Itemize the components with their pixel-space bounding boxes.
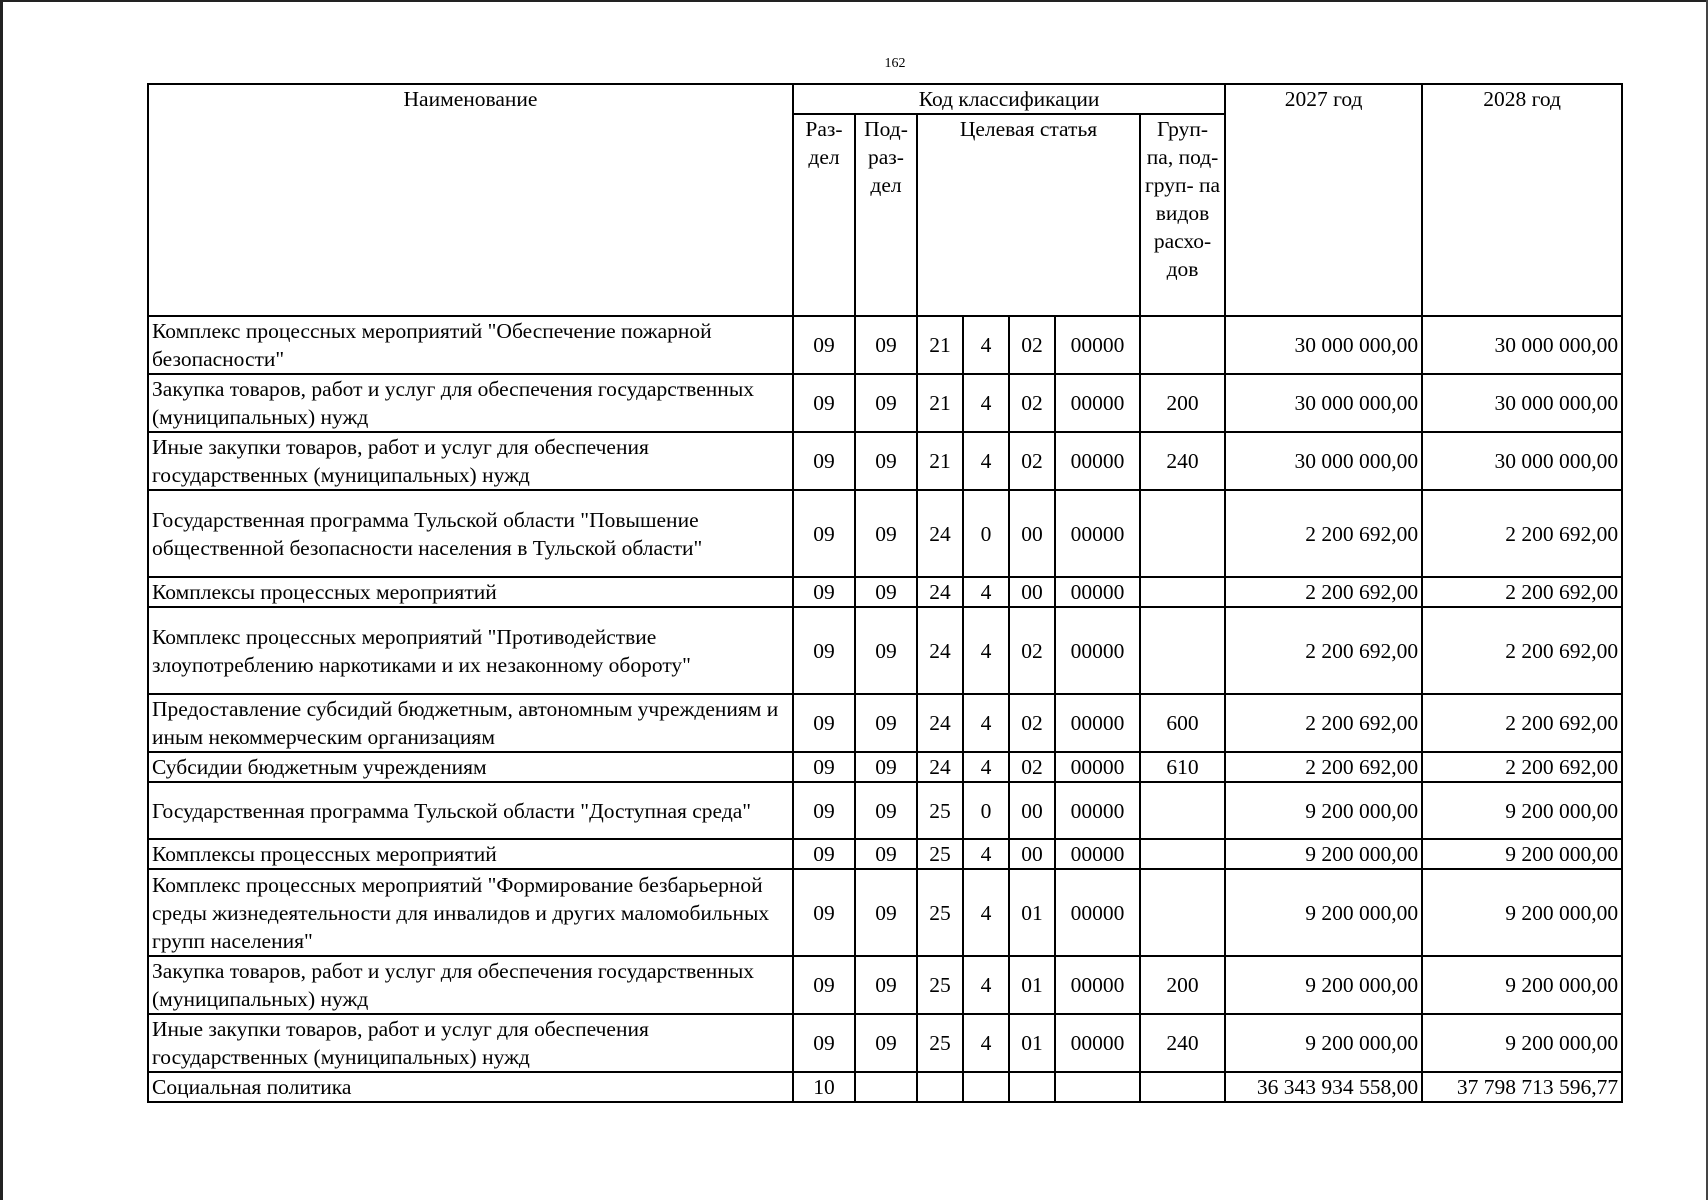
row-razdel: 09 bbox=[793, 1014, 855, 1072]
row-target-program: 24 bbox=[917, 752, 963, 782]
row-amount-2028: 30 000 000,00 bbox=[1422, 316, 1622, 374]
row-expense-type bbox=[1140, 490, 1225, 577]
row-podrazdel: 09 bbox=[855, 956, 917, 1014]
row-target-type: 4 bbox=[963, 1014, 1009, 1072]
row-target-complex: 02 bbox=[1009, 316, 1055, 374]
row-target-complex: 02 bbox=[1009, 432, 1055, 490]
row-amount-2028: 2 200 692,00 bbox=[1422, 490, 1622, 577]
row-podrazdel: 09 bbox=[855, 694, 917, 752]
row-expense-type bbox=[1140, 782, 1225, 839]
table-body bbox=[148, 316, 1622, 1102]
row-target-type: 0 bbox=[963, 490, 1009, 577]
row-podrazdel: 09 bbox=[855, 432, 917, 490]
row-amount-2027: 9 200 000,00 bbox=[1225, 782, 1422, 839]
table-row bbox=[148, 432, 1622, 490]
row-target-complex: 02 bbox=[1009, 752, 1055, 782]
row-razdel: 09 bbox=[793, 607, 855, 694]
row-amount-2027: 2 200 692,00 bbox=[1225, 694, 1422, 752]
row-razdel: 09 bbox=[793, 869, 855, 956]
row-expense-type bbox=[1140, 839, 1225, 869]
row-expense-type bbox=[1140, 869, 1225, 956]
row-podrazdel: 09 bbox=[855, 316, 917, 374]
header-expense-group: Груп- па, под- груп- па видов расхо- дов bbox=[1140, 114, 1225, 316]
row-target-complex: 02 bbox=[1009, 694, 1055, 752]
row-target-program: 25 bbox=[917, 869, 963, 956]
row-expense-type: 240 bbox=[1140, 432, 1225, 490]
page-number: 162 bbox=[884, 56, 906, 71]
row-name: Государственная программа Тульской области "Повышение общественной безопасности населения в Тульской области" bbox=[148, 490, 793, 577]
row-target-program: 21 bbox=[917, 432, 963, 490]
row-expense-type bbox=[1140, 607, 1225, 694]
row-target-program: 25 bbox=[917, 1014, 963, 1072]
row-amount-2028: 9 200 000,00 bbox=[1422, 839, 1622, 869]
header-year-2028: 2028 год bbox=[1422, 84, 1622, 316]
row-target-type: 0 bbox=[963, 782, 1009, 839]
row-razdel: 09 bbox=[793, 752, 855, 782]
row-name: Иные закупки товаров, работ и услуг для обеспечения государственных (муниципальных) нужд bbox=[148, 1014, 793, 1072]
row-name: Иные закупки товаров, работ и услуг для обеспечения государственных (муниципальных) нужд bbox=[148, 432, 793, 490]
row-expense-type bbox=[1140, 1072, 1225, 1102]
row-name: Предоставление субсидий бюджетным, автономным учреждениям и иным некоммерческим организациям bbox=[148, 694, 793, 752]
row-podrazdel: 09 bbox=[855, 1014, 917, 1072]
row-podrazdel: 09 bbox=[855, 607, 917, 694]
row-expense-type: 200 bbox=[1140, 374, 1225, 432]
row-name: Государственная программа Тульской области "Доступная среда" bbox=[148, 782, 793, 839]
row-target-direction: 00000 bbox=[1055, 432, 1140, 490]
row-amount-2027: 2 200 692,00 bbox=[1225, 577, 1422, 607]
row-target-type: 4 bbox=[963, 432, 1009, 490]
row-amount-2028: 30 000 000,00 bbox=[1422, 432, 1622, 490]
table-row bbox=[148, 956, 1622, 1014]
table-row bbox=[148, 752, 1622, 782]
row-target-type: 4 bbox=[963, 316, 1009, 374]
row-razdel: 09 bbox=[793, 316, 855, 374]
table-row bbox=[148, 1014, 1622, 1072]
row-target-direction: 00000 bbox=[1055, 839, 1140, 869]
row-razdel: 09 bbox=[793, 956, 855, 1014]
row-podrazdel: 09 bbox=[855, 782, 917, 839]
row-amount-2027: 30 000 000,00 bbox=[1225, 316, 1422, 374]
row-target-direction: 00000 bbox=[1055, 316, 1140, 374]
row-target-direction bbox=[1055, 1072, 1140, 1102]
row-amount-2028: 37 798 713 596,77 bbox=[1422, 1072, 1622, 1102]
header-razdel: Раз- дел bbox=[793, 114, 855, 316]
row-target-complex: 00 bbox=[1009, 839, 1055, 869]
row-target-program bbox=[917, 1072, 963, 1102]
row-target-type: 4 bbox=[963, 869, 1009, 956]
row-name: Комплекс процессных мероприятий "Противодействие злоупотреблению наркотиками и их незаконному обороту" bbox=[148, 607, 793, 694]
row-expense-type: 600 bbox=[1140, 694, 1225, 752]
row-razdel: 09 bbox=[793, 577, 855, 607]
row-name: Закупка товаров, работ и услуг для обеспечения государственных (муниципальных) нужд bbox=[148, 374, 793, 432]
row-target-program: 24 bbox=[917, 607, 963, 694]
row-target-type: 4 bbox=[963, 577, 1009, 607]
row-razdel: 09 bbox=[793, 374, 855, 432]
row-razdel: 09 bbox=[793, 839, 855, 869]
table-row bbox=[148, 316, 1622, 374]
row-target-type: 4 bbox=[963, 839, 1009, 869]
row-name: Субсидии бюджетным учреждениям bbox=[148, 752, 793, 782]
table-header bbox=[148, 84, 1622, 316]
row-target-direction: 00000 bbox=[1055, 577, 1140, 607]
row-name: Комплексы процессных мероприятий bbox=[148, 839, 793, 869]
row-amount-2028: 9 200 000,00 bbox=[1422, 956, 1622, 1014]
row-target-complex bbox=[1009, 1072, 1055, 1102]
row-target-direction: 00000 bbox=[1055, 694, 1140, 752]
row-target-type bbox=[963, 1072, 1009, 1102]
row-target-direction: 00000 bbox=[1055, 956, 1140, 1014]
row-target-program: 24 bbox=[917, 577, 963, 607]
budget-table bbox=[147, 83, 1623, 1103]
row-target-complex: 01 bbox=[1009, 869, 1055, 956]
row-target-direction: 00000 bbox=[1055, 782, 1140, 839]
row-razdel: 09 bbox=[793, 694, 855, 752]
row-target-direction: 00000 bbox=[1055, 869, 1140, 956]
row-target-complex: 00 bbox=[1009, 490, 1055, 577]
row-target-complex: 01 bbox=[1009, 1014, 1055, 1072]
row-amount-2028: 30 000 000,00 bbox=[1422, 374, 1622, 432]
row-target-program: 24 bbox=[917, 694, 963, 752]
header-podrazdel: Под- раз- дел bbox=[855, 114, 917, 316]
row-razdel: 09 bbox=[793, 432, 855, 490]
row-amount-2027: 9 200 000,00 bbox=[1225, 869, 1422, 956]
row-amount-2027: 30 000 000,00 bbox=[1225, 432, 1422, 490]
header-target-article: Целевая статья bbox=[917, 114, 1140, 316]
header-name: Наименование bbox=[148, 84, 793, 316]
row-amount-2028: 2 200 692,00 bbox=[1422, 607, 1622, 694]
table-row bbox=[148, 839, 1622, 869]
row-podrazdel: 09 bbox=[855, 374, 917, 432]
row-target-program: 21 bbox=[917, 316, 963, 374]
row-expense-type bbox=[1140, 577, 1225, 607]
row-target-complex: 00 bbox=[1009, 577, 1055, 607]
row-amount-2027: 9 200 000,00 bbox=[1225, 956, 1422, 1014]
row-target-direction: 00000 bbox=[1055, 490, 1140, 577]
row-target-direction: 00000 bbox=[1055, 607, 1140, 694]
row-name: Социальная политика bbox=[148, 1072, 793, 1102]
row-target-type: 4 bbox=[963, 694, 1009, 752]
row-name: Комплексы процессных мероприятий bbox=[148, 577, 793, 607]
table-row bbox=[148, 1072, 1622, 1102]
row-target-program: 25 bbox=[917, 782, 963, 839]
row-expense-type: 200 bbox=[1140, 956, 1225, 1014]
row-target-complex: 00 bbox=[1009, 782, 1055, 839]
row-amount-2027: 30 000 000,00 bbox=[1225, 374, 1422, 432]
row-amount-2028: 9 200 000,00 bbox=[1422, 869, 1622, 956]
row-podrazdel: 09 bbox=[855, 490, 917, 577]
row-target-type: 4 bbox=[963, 752, 1009, 782]
page-frame-left bbox=[0, 0, 3, 1200]
row-target-complex: 02 bbox=[1009, 607, 1055, 694]
table-row bbox=[148, 869, 1622, 956]
row-expense-type: 240 bbox=[1140, 1014, 1225, 1072]
row-target-complex: 02 bbox=[1009, 374, 1055, 432]
row-razdel: 10 bbox=[793, 1072, 855, 1102]
row-target-direction: 00000 bbox=[1055, 752, 1140, 782]
row-target-direction: 00000 bbox=[1055, 374, 1140, 432]
row-target-complex: 01 bbox=[1009, 956, 1055, 1014]
row-target-program: 24 bbox=[917, 490, 963, 577]
header-year-2027: 2027 год bbox=[1225, 84, 1422, 316]
row-target-program: 25 bbox=[917, 956, 963, 1014]
row-podrazdel: 09 bbox=[855, 869, 917, 956]
table-row bbox=[148, 694, 1622, 752]
page-frame-top bbox=[0, 0, 1708, 2]
row-podrazdel: 09 bbox=[855, 577, 917, 607]
row-expense-type: 610 bbox=[1140, 752, 1225, 782]
row-razdel: 09 bbox=[793, 490, 855, 577]
row-expense-type bbox=[1140, 316, 1225, 374]
row-target-program: 21 bbox=[917, 374, 963, 432]
header-code: Код классификации bbox=[793, 84, 1225, 114]
row-amount-2028: 2 200 692,00 bbox=[1422, 752, 1622, 782]
row-amount-2027: 9 200 000,00 bbox=[1225, 839, 1422, 869]
row-amount-2028: 9 200 000,00 bbox=[1422, 782, 1622, 839]
row-amount-2027: 2 200 692,00 bbox=[1225, 607, 1422, 694]
row-razdel: 09 bbox=[793, 782, 855, 839]
row-podrazdel: 09 bbox=[855, 839, 917, 869]
row-amount-2028: 2 200 692,00 bbox=[1422, 577, 1622, 607]
row-amount-2027: 9 200 000,00 bbox=[1225, 1014, 1422, 1072]
row-amount-2028: 2 200 692,00 bbox=[1422, 694, 1622, 752]
row-target-type: 4 bbox=[963, 607, 1009, 694]
table-row bbox=[148, 374, 1622, 432]
table-row bbox=[148, 607, 1622, 694]
row-podrazdel: 09 bbox=[855, 752, 917, 782]
row-name: Комплекс процессных мероприятий "Формирование безбарьерной среды жизнедеятельности для инвалидов и других маломобильных групп населения" bbox=[148, 869, 793, 956]
row-amount-2028: 9 200 000,00 bbox=[1422, 1014, 1622, 1072]
row-target-type: 4 bbox=[963, 956, 1009, 1014]
row-podrazdel bbox=[855, 1072, 917, 1102]
table-row bbox=[148, 782, 1622, 839]
row-amount-2027: 2 200 692,00 bbox=[1225, 752, 1422, 782]
row-target-direction: 00000 bbox=[1055, 1014, 1140, 1072]
table-row bbox=[148, 577, 1622, 607]
row-target-program: 25 bbox=[917, 839, 963, 869]
table-row bbox=[148, 490, 1622, 577]
row-name: Комплекс процессных мероприятий "Обеспечение пожарной безопасности" bbox=[148, 316, 793, 374]
row-amount-2027: 36 343 934 558,00 bbox=[1225, 1072, 1422, 1102]
row-target-type: 4 bbox=[963, 374, 1009, 432]
row-name: Закупка товаров, работ и услуг для обеспечения государственных (муниципальных) нужд bbox=[148, 956, 793, 1014]
row-amount-2027: 2 200 692,00 bbox=[1225, 490, 1422, 577]
